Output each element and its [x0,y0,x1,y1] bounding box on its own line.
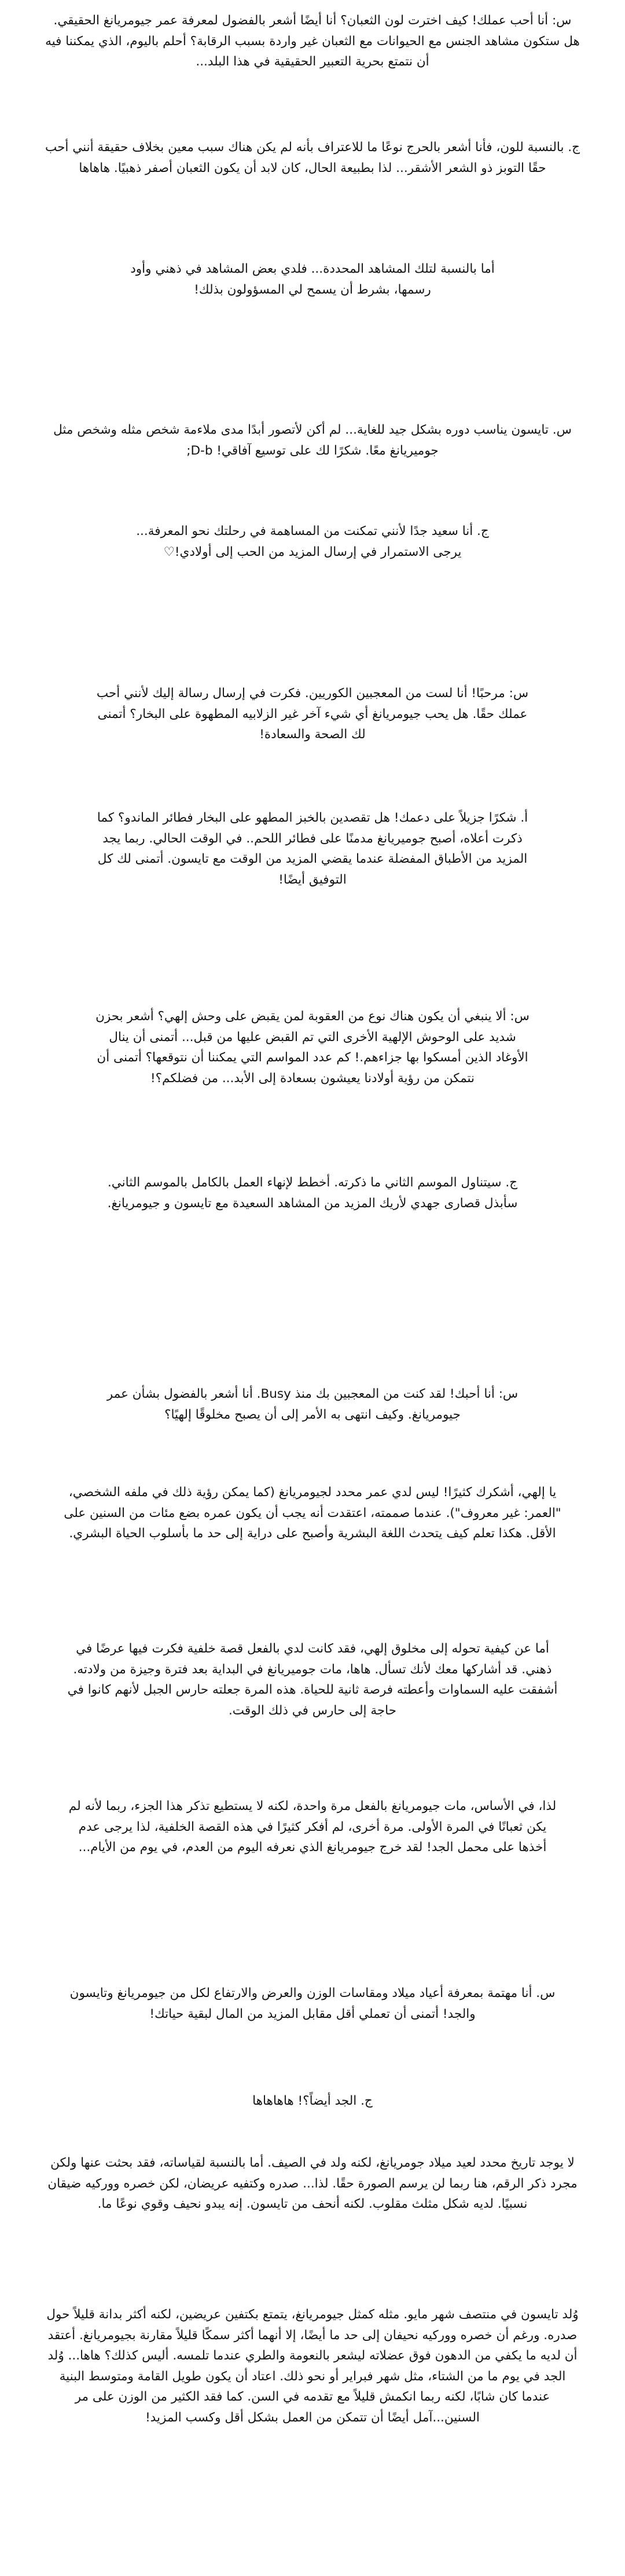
question-paragraph: س. تايسون يناسب دوره بشكل جيد للغاية... لم أكن لأتصور أبدًا مدى ملاءمة شخص مثله وشخص مثل جوميريانغ معًا. شكرًا لك على توسيع آفاقي! D-b; [53,423,572,458]
answer-paragraph: يا إلهي، أشكرك كثيرًا! ليس لدي عمر محدد لجيومريانغ (كما يمكن رؤية ذلك في ملفه الشخصي، "العمر: غير معروف"). عندما صممته، اعتقدت أنه يجب أن يكون عمره بضع مئات من السنين على الأقل. هكذا تعلم كيف يتحدث اللغة البشرية وأصبح على دراية إلى حد ما بأسلوب الحياة البشري. [64,1485,561,1541]
answer-paragraph: ج. بالنسبة للون، فأنا أشعر بالحرج نوعًا ما للاعتراف بأنه لم يكن هناك سبب معين بخلاف حقيقة أنني أحب حقًا التوبز ذو الشعر الأشقر... لذا بطبيعة الحال، كان لابد أن يكون الثعبان أصفر ذهبيًا. هاهاها [45,140,580,175]
answer-paragraph: أما عن كيفية تحوله إلى مخلوق إلهي، فقد كانت لدي بالفعل قصة خلفية فكرت فيها عرضًا في ذهني. قد أشاركها معك لأنك تسأل. هاها، مات جوميريانغ في البداية بعد فترة وجيزة من ولادته. أشفقت عليه السماوات وأعطته فرصة ثانية للحياة. هذه المرة جعلته حارس الجبل لأنهم كانوا في حاجة إلى حارس في ذلك الوقت. [67,1641,558,1718]
answer-paragraph: أما بالنسبة لتلك المشاهد المحددة... فلدي بعض المشاهد في ذهني وأود رسمها، بشرط أن يسمح لي المسؤولون بذلك! [130,262,495,297]
answer-paragraph: ج. سيتناول الموسم الثاني ما ذكرته. أخطط لإنهاء العمل بالكامل بالموسم الثاني. سأبذل قصارى جهدي لأريك المزيد من المشاهد السعيدة مع تايسون و جيومريانغ. [107,1175,518,1211]
question-paragraph: س: أنا أحبك! لقد كنت من المعجبين بك منذ Busy. أنا أشعر بالفضول بشأن عمر جيومريانغ. وكيف انتهى به الأمر إلى أن يصبح مخلوقًا إلهيًا؟ [106,1387,519,1422]
answer-paragraph: وُلد تايسون في منتصف شهر مايو. مثله كمثل جيومريانغ، يتمتع بكتفين عريضين، لكنه أكثر بدانة قليلاً حول صدره. ورغم أن خصره ووركيه نحيفان إلى حد ما أيضًا، إلا أنهما أكثر سمكًا قليلاً مقارنة بجيومريانغ. أعتقد أن لديه ما يكفي من الدهون فوق عضلاته ليشعر بالنعومة والطري عندما تلمسه. أليس كذلك؟ هاها... وُلد الجد في يوم ما من الشتاء، مثل شهر فبراير أو نحو ذلك. اعتاد أن يكون طويل القامة ومتوسط البنية عندما كان شابًا، لكنه ربما انكمش قليلاً مع تقدمه في السن. كما فقد الكثير من الوزن على مر السنين...آمل أيضًا أن تتمكن من العمل بشكل أقل وكسب المزيد! [46,2307,579,2425]
question-paragraph: س: مرحبًا! أنا لست من المعجبين الكوريين. فكرت في إرسال رسالة إليك لأنني أحب عملك حقًا. هل يحب جيومريانغ أي شيء آخر غير الزلابيه المطهوة على البخار؟ أتمنى لك الصحة والسعادة! [96,686,529,742]
answer-paragraph: ج. أنا سعيد جدًا لأنني تمكنت من المساهمة في رحلتك نحو المعرفة... يرجى الاستمرار في إرسال المزيد من الحب إلى أولادي!♡ [136,524,489,559]
answer-paragraph: أ. شكرًا جزيلاً على دعمك! هل تقصدين بالخبز المطهو على البخار فطائر الماندو؟ كما ذكرت أعلاه، أصبح جوميريانغ مدمنًا على فطائر اللحم.. في الوقت الحالي. ربما يجد المزيد من الأطباق المفضلة عندما يقضي المزيد من الوقت مع تايسون. أتمنى لك كل التوفيق أيضًا! [97,811,528,887]
answer-paragraph: لذا، في الأساس، مات جيومريانغ بالفعل مرة واحدة، لكنه لا يستطيع تذكر هذا الجزء، ربما لأنه لم يكن ثعبانًا في المرة الأولى. مرة أخرى، لم أفكر كثيرًا في هذه القصة الخلفية، لذا يرجى عدم أخذها على محمل الجد! لقد خرج جيومريانغ الذي نعرفه اليوم من العدم، في يوم من الأيام... [68,1799,557,1855]
question-paragraph: س: ألا ينبغي أن يكون هناك نوع من العقوبة لمن يقبض على وحش إلهي؟ أشعر بحزن شديد على الوحوش الإلهية الأخرى التي تم القبض عليها من قبل... أتمنى أن ينال الأوغاد الذين أمسكوا بها جزاءهم.! كم عدد المواسم التي يمكننا أن نتوقعها؟ أتمنى أن نتمكن من رؤية أولادنا يعيشون بسعادة إلى الأبد... من فضلكم؟! [95,1009,530,1086]
question-paragraph: س. أنا مهتمة بمعرفة أعياد ميلاد ومقاسات الوزن والعرض والارتفاع لكل من جيومريانغ وتايسون والجد! أتمنى أن تعملي أقل مقابل المزيد من المال لبقية حياتك! [69,1986,556,2021]
answer-paragraph: لا يوجد تاريخ محدد لعيد ميلاد جومريانغ، لكنه ولد في الصيف. أما بالنسبة لقياساته، فقد بحثت عنها ولكن مجرد ذكر الرقم، هنا ربما لن يرسم الصورة حقًا. لذا... صدره وكتفيه عريضان، لكن خصره ووركيه ضيقان نسبيًا. لديه شكل مثلث مقلوب. لكنه أنحف من تايسون. إنه يبدو نحيف وقوي نوعًا ما. [47,2156,578,2211]
answer-heading: ج. الجد أيضاً؟! هاهاهاها [252,2094,373,2108]
question-paragraph: س: أنا أحب عملك! كيف اخترت لون الثعبان؟ أنا أيضًا أشعر بالفضول لمعرفة عمر جيومريانغ الحقيقي. هل ستكون مشاهد الجنس مع الحيوانات مع الثعبان غير واردة بسبب الرقابة؟ أحلم باليوم، الذي يمكننا فيه أن نتمتع بحرية التعبير الحقيقية في هذا البلد... [45,13,580,69]
